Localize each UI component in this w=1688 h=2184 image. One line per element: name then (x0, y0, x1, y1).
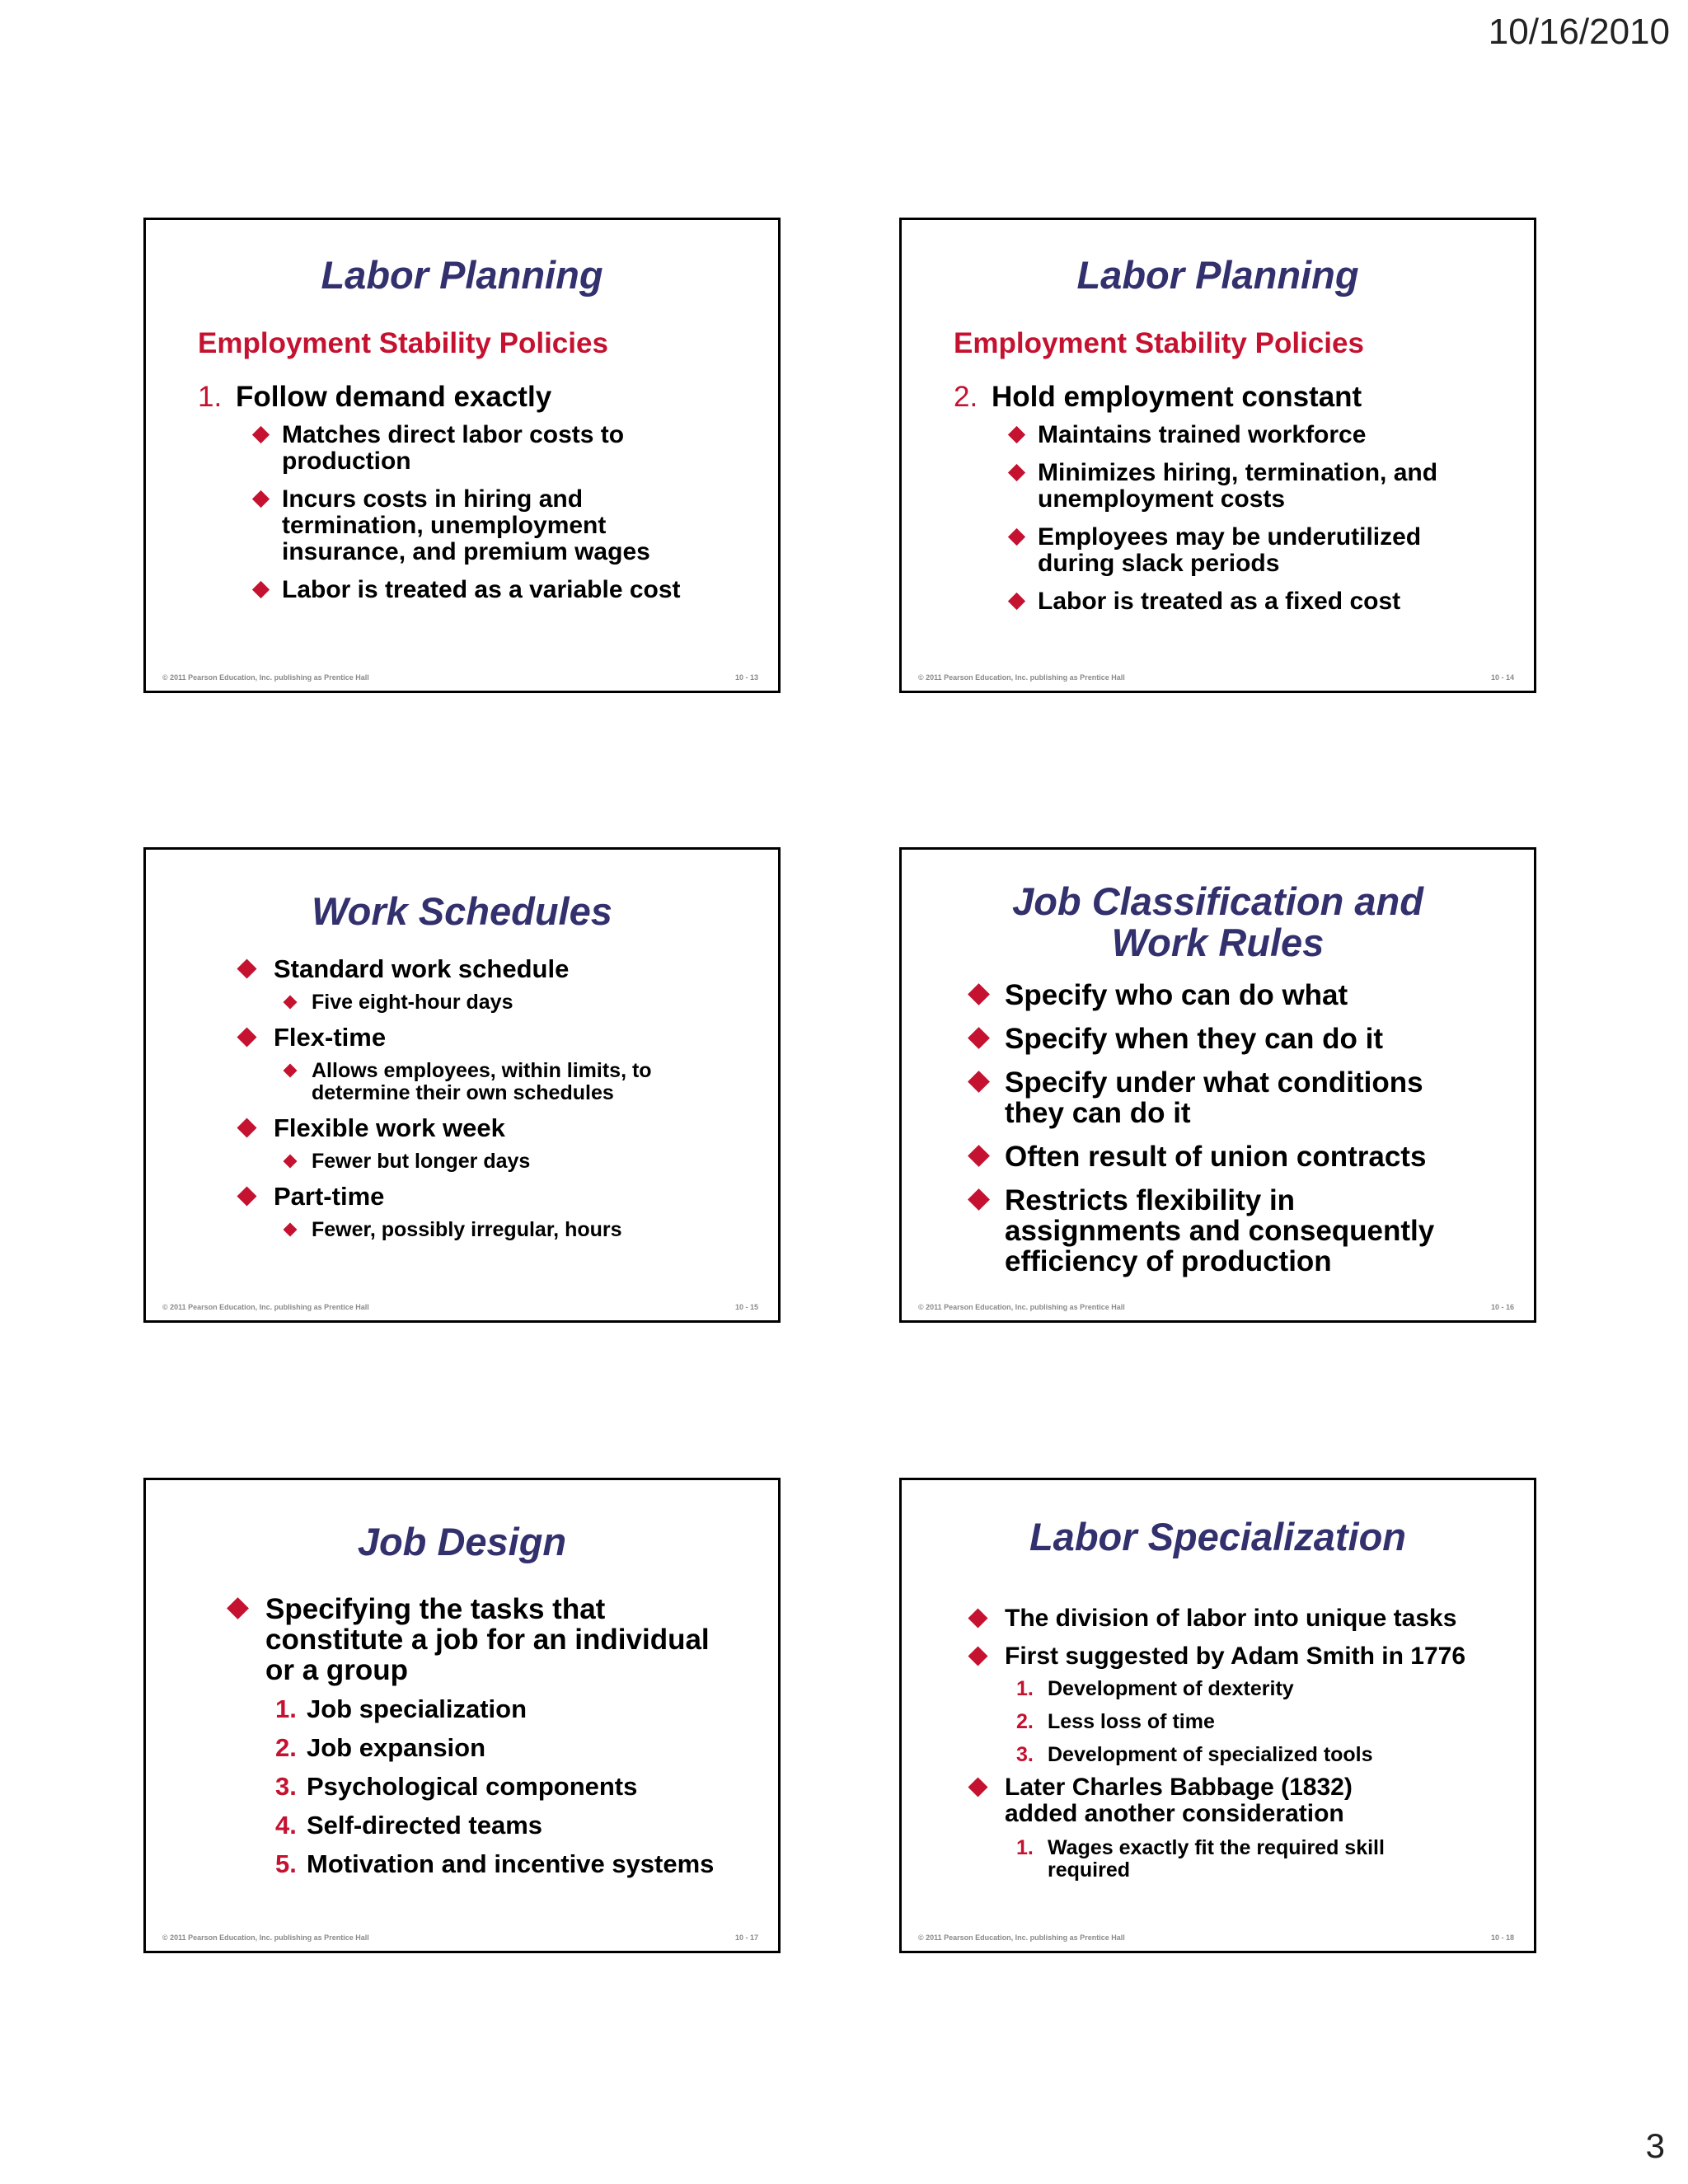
list-item (1006, 422, 1468, 448)
item-text: Motivation and incentive systems (307, 1849, 715, 1878)
list-item (968, 1643, 1512, 1670)
diamond-bullet-icon (968, 1145, 990, 1167)
numbered-item (275, 1773, 754, 1801)
numbered-list (1016, 1837, 1404, 1882)
diamond-bullet-icon (252, 426, 270, 443)
item-text: Job expansion (307, 1733, 486, 1762)
list-item-text: Specify who can do what (1005, 979, 1348, 1011)
numbered-item (954, 381, 1522, 414)
diamond-bullet-icon (968, 1027, 990, 1049)
slide-job-classification (899, 847, 1536, 1323)
slide-number: 10 - 16 (1490, 1303, 1514, 1311)
slide-body (954, 327, 1522, 615)
page-number: 3 (1645, 2126, 1665, 2165)
list-item-text: Later Charles Babbage (1832) added another consideration (1005, 1774, 1353, 1827)
list-item (237, 1183, 748, 1211)
slide-copyright: © 2011 Pearson Education, Inc. publishing as Prentice Hall (918, 1933, 1125, 1942)
sub-list-item (285, 1219, 664, 1241)
page-date: 10/16/2010 (1488, 12, 1670, 52)
item-number: 3. (275, 1772, 297, 1801)
slide-body (968, 1605, 1512, 1882)
list-item-text: Employees may be underutilized during slack periods (1038, 523, 1422, 577)
list-item (237, 1024, 748, 1052)
slide-number: 10 - 17 (734, 1933, 758, 1942)
slide-title (902, 881, 1534, 963)
slide-copyright: © 2011 Pearson Education, Inc. publishing as Prentice Hall (918, 1303, 1125, 1311)
list-item-text: The division of labor into unique tasks (1005, 1605, 1457, 1632)
slide-labor-specialization (899, 1478, 1536, 1953)
diamond-bullet-icon (252, 490, 270, 508)
list-item-text: First suggested by Adam Smith in 1776 (1005, 1643, 1466, 1670)
slide-title: Labor Planning (1076, 253, 1359, 297)
item-text: Follow demand exactly (236, 381, 552, 413)
item-number: 1. (1016, 1836, 1034, 1859)
diamond-bullet-icon (1008, 426, 1025, 443)
diamond-bullet-icon (968, 1071, 990, 1093)
item-text: Development of dexterity (1048, 1677, 1294, 1700)
diamond-bullet-icon (252, 581, 270, 598)
list-item-text: Often result of union contracts (1005, 1141, 1427, 1173)
slide-body (968, 980, 1512, 1277)
item-text: Hold employment constant (992, 381, 1362, 413)
item-number: 2. (1016, 1710, 1034, 1733)
numbered-item (1016, 1744, 1512, 1766)
sub-list-item (285, 1060, 664, 1104)
slide-copyright: © 2011 Pearson Education, Inc. publishing as Prentice Hall (918, 673, 1125, 682)
numbered-item (198, 381, 767, 414)
item-number: 1. (198, 381, 223, 413)
diamond-bullet-icon (237, 1118, 256, 1137)
numbered-list (275, 1695, 754, 1878)
list-item-text: Part-time (274, 1182, 385, 1211)
list-item (968, 1024, 1512, 1054)
diamond-bullet-icon (1008, 593, 1025, 610)
list-item-text: Flexible work week (274, 1113, 505, 1142)
numbered-list (1016, 1678, 1512, 1766)
diamond-bullet-icon (284, 1155, 298, 1169)
list-item-text: Maintains trained workforce (1038, 421, 1367, 448)
slide-copyright: © 2011 Pearson Education, Inc. publishing as Prentice Hall (162, 1933, 369, 1942)
diamond-bullet-icon (237, 1027, 256, 1047)
list-item-text: Specify when they can do it (1005, 1023, 1383, 1055)
list-item (1006, 524, 1468, 577)
slide-number: 10 - 13 (734, 673, 758, 682)
item-number: 1. (1016, 1677, 1034, 1700)
diamond-bullet-icon (284, 1064, 298, 1078)
slide-title: Job Design (357, 1520, 567, 1563)
list-item (968, 1774, 1429, 1827)
item-text: Wages exactly fit the required skill required (1048, 1836, 1385, 1882)
item-number: 2. (954, 381, 978, 413)
sub-list-item (285, 1151, 664, 1173)
numbered-item (1016, 1837, 1404, 1882)
list-item (237, 1114, 748, 1142)
list-item (251, 422, 712, 475)
slide-number: 10 - 18 (1490, 1933, 1514, 1942)
list-item-text: Specifying the tasks that constitute a job for an individual or a group (265, 1593, 710, 1686)
slide-subtitle: Employment Stability Policies (198, 327, 608, 359)
slide-title: Labor Specialization (1029, 1515, 1407, 1558)
list-item (251, 577, 712, 603)
slide-copyright: © 2011 Pearson Education, Inc. publishing as Prentice Hall (162, 673, 369, 682)
list-item-text: Specify under what conditions they can do it (1005, 1066, 1423, 1129)
numbered-item (275, 1850, 754, 1878)
bullet-list (251, 422, 712, 603)
list-item (237, 955, 748, 983)
list-item (1006, 588, 1468, 615)
diamond-bullet-icon (284, 1223, 298, 1237)
item-text: Development of specialized tools (1048, 1743, 1373, 1766)
slide-labor-planning-1 (143, 218, 781, 693)
list-item-text: Restricts flexibility in assignments and consequently efficiency of production (1005, 1184, 1435, 1277)
item-number: 5. (275, 1849, 297, 1878)
slide-copyright: © 2011 Pearson Education, Inc. publishing as Prentice Hall (162, 1303, 369, 1311)
list-item (251, 486, 712, 565)
diamond-bullet-icon (237, 958, 256, 978)
slide-job-design (143, 1478, 781, 1953)
sub-list-item-text: Five eight-hour days (312, 991, 513, 1014)
slide-number: 10 - 15 (734, 1303, 758, 1311)
list-item (968, 1141, 1512, 1172)
slide-subtitle: Employment Stability Policies (954, 327, 1364, 359)
diamond-bullet-icon (968, 1777, 987, 1797)
bullet-list (1006, 422, 1468, 615)
list-item-text: Minimizes hiring, termination, and unemployment costs (1038, 459, 1438, 513)
list-item (968, 1185, 1479, 1277)
slide-work-schedules (143, 847, 781, 1323)
diamond-bullet-icon (1008, 528, 1025, 546)
sub-list-item (285, 991, 664, 1014)
item-number: 4. (275, 1811, 297, 1840)
item-number: 3. (1016, 1743, 1034, 1766)
list-item (968, 1605, 1512, 1632)
list-item (227, 1594, 721, 1685)
item-number: 1. (275, 1694, 297, 1723)
slide-title-line: Job Classification and (1012, 879, 1423, 923)
slide-title-line: Work Rules (1111, 921, 1325, 964)
slide-labor-planning-2 (899, 218, 1536, 693)
item-text: Job specialization (307, 1694, 528, 1723)
numbered-item (1016, 1711, 1512, 1733)
diamond-bullet-icon (237, 1186, 256, 1206)
sub-list-item-text: Fewer, possibly irregular, hours (312, 1218, 622, 1241)
slide-body (237, 955, 748, 1241)
diamond-bullet-icon (284, 996, 298, 1010)
list-item-text: Labor is treated as a variable cost (282, 576, 681, 603)
numbered-item (1016, 1678, 1512, 1700)
item-text: Less loss of time (1048, 1710, 1215, 1733)
list-item-text: Flex-time (274, 1023, 387, 1052)
list-item (968, 1067, 1429, 1128)
diamond-bullet-icon (227, 1597, 249, 1619)
diamond-bullet-icon (968, 983, 990, 1005)
slide-number: 10 - 14 (1490, 673, 1514, 682)
list-item-text: Incurs costs in hiring and termination, unemployment insurance, and premium wages (282, 485, 650, 565)
list-item (968, 980, 1512, 1010)
numbered-item (275, 1734, 754, 1762)
numbered-item (275, 1811, 754, 1840)
list-item-text: Standard work schedule (274, 954, 570, 983)
item-text: Self-directed teams (307, 1811, 542, 1840)
item-number: 2. (275, 1733, 297, 1762)
diamond-bullet-icon (968, 1608, 987, 1628)
slide-body (198, 327, 767, 603)
sub-list-item-text: Allows employees, within limits, to determine their own schedules (312, 1059, 652, 1104)
list-item-text: Matches direct labor costs to production (282, 421, 625, 475)
diamond-bullet-icon (1008, 464, 1025, 481)
numbered-item (275, 1695, 754, 1723)
diamond-bullet-icon (968, 1188, 990, 1211)
slide-title: Work Schedules (312, 889, 612, 933)
sub-list-item-text: Fewer but longer days (312, 1150, 531, 1173)
list-item-text: Labor is treated as a fixed cost (1038, 588, 1401, 615)
diamond-bullet-icon (968, 1646, 987, 1666)
slide-body (227, 1594, 754, 1878)
list-item (1006, 460, 1468, 513)
slide-title: Labor Planning (321, 253, 603, 297)
item-text: Psychological components (307, 1772, 638, 1801)
